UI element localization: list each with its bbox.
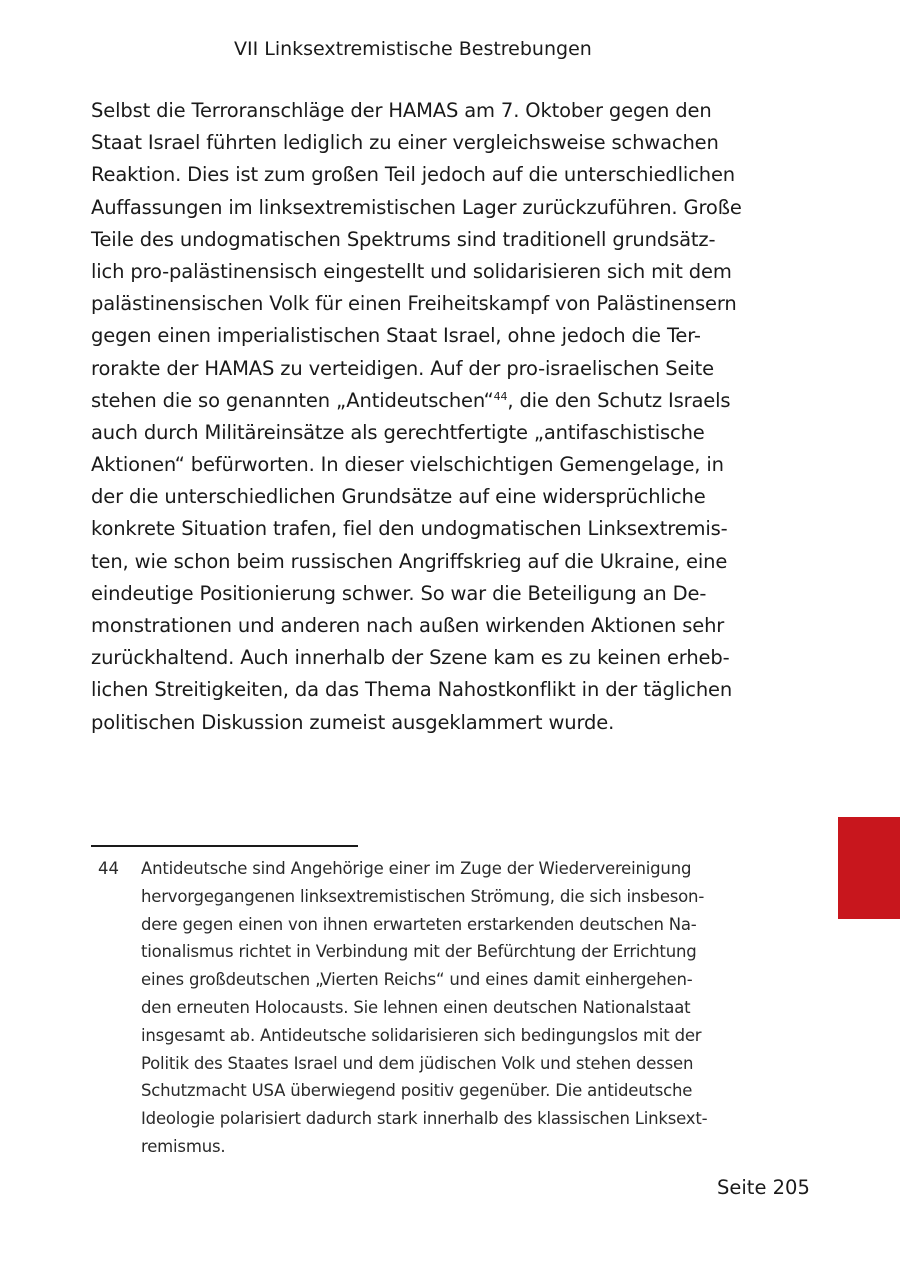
body-line: zurückhaltend. Auch innerhalb der Szene kam es zu keinen erheb-	[91, 646, 730, 670]
footnote-line: Politik des Staates Israel und dem jüdischen Volk und stehen dessen	[141, 1053, 694, 1073]
body-line: palästinensischen Volk für einen Freiheitskampf von Palästinensern	[91, 292, 737, 316]
footnote-line: Antideutsche sind Angehörige einer im Zuge der Wiedervereinigung	[141, 859, 692, 878]
body-line: Auffassungen im linksextremistischen Lager zurückzuführen. Große	[91, 195, 742, 219]
footnote-line: eines großdeutschen „Vierten Reichs“ und eines damit einhergehen-	[141, 970, 693, 990]
footnote-text	[141, 855, 761, 1161]
footnote-line: dere gegen einen von ihnen erwarteten erstarkenden deutschen Na-	[141, 914, 697, 934]
body-line: lich pro-palästinensisch eingestellt und solidarisieren sich mit dem	[91, 259, 732, 283]
body-line: politischen Diskussion zumeist ausgeklammert wurde.	[91, 710, 615, 734]
body-line: lichen Streitigkeiten, da das Thema Nahostkonflikt in der täglichen	[91, 678, 733, 702]
body-paragraph	[91, 95, 751, 739]
footnote-line: tionalismus richtet in Verbindung mit der Befürchtung der Errichtung	[141, 942, 697, 962]
footnote-line: den erneuten Holocausts. Sie lehnen einen deutschen Nationalstaat	[141, 997, 691, 1017]
footnote-line: insgesamt ab. Antideutsche solidarisieren sich bedingungslos mit der	[141, 1025, 702, 1045]
running-header-title: VII Linksextremistische Bestrebungen	[234, 38, 592, 60]
body-line: Staat Israel führten lediglich zu einer vergleichsweise schwachen	[91, 131, 719, 155]
footnote-separator-rule	[91, 845, 358, 847]
footnote-line: remismus.	[141, 1136, 226, 1156]
body-line-with-footnote-ref	[91, 385, 751, 417]
footnote-line: Ideologie polarisiert dadurch stark innerhalb des klassischen Linksext-	[141, 1109, 708, 1129]
body-line: gegen einen imperialistischen Staat Israel, ohne jedoch die Ter-	[91, 324, 701, 348]
chapter-thumb-tab	[838, 817, 900, 919]
footnote-reference[interactable]: 44	[493, 389, 508, 403]
footnote-line: hervorgegangenen linksextremistischen Strömung, die sich insbeson-	[141, 886, 705, 906]
body-line: monstrationen und anderen nach außen wirkenden Aktionen sehr	[91, 614, 725, 637]
body-line: Teile des undogmatischen Spektrums sind traditionell grundsätz-	[91, 227, 716, 251]
page-number: Seite 205	[717, 1176, 810, 1199]
body-line: Aktionen“ befürworten. In dieser vielschichtigen Gemengelage, in	[91, 453, 724, 477]
body-line: eindeutige Positionierung schwer. So war die Beteiligung an De-	[91, 581, 707, 605]
body-line: ten, wie schon beim russischen Angriffskrieg auf die Ukraine, eine	[91, 549, 728, 573]
body-line: auch durch Militäreinsätze als gerechtfertigte „antifaschistische	[91, 420, 705, 444]
footnote-line: Schutzmacht USA überwiegend positiv gegenüber. Die antideutsche	[141, 1081, 693, 1101]
body-line-segment: , die den Schutz Israels	[507, 388, 731, 412]
body-line-segment: stehen die so genannten „Antideutschen“	[91, 388, 494, 412]
body-line: Reaktion. Dies ist zum großen Teil jedoch auf die unterschiedlichen	[91, 163, 736, 187]
body-line: konkrete Situation trafen, fiel den undogmatischen Linksextremis-	[91, 517, 728, 541]
body-line: rorakte der HAMAS zu verteidigen. Auf der pro-israelischen Seite	[91, 356, 714, 380]
footnote-number: 44	[98, 859, 119, 878]
body-line: der die unterschiedlichen Grundsätze auf eine widersprüchliche	[91, 485, 706, 509]
body-line: Selbst die Terroranschläge der HAMAS am 7. Oktober gegen den	[91, 99, 712, 122]
